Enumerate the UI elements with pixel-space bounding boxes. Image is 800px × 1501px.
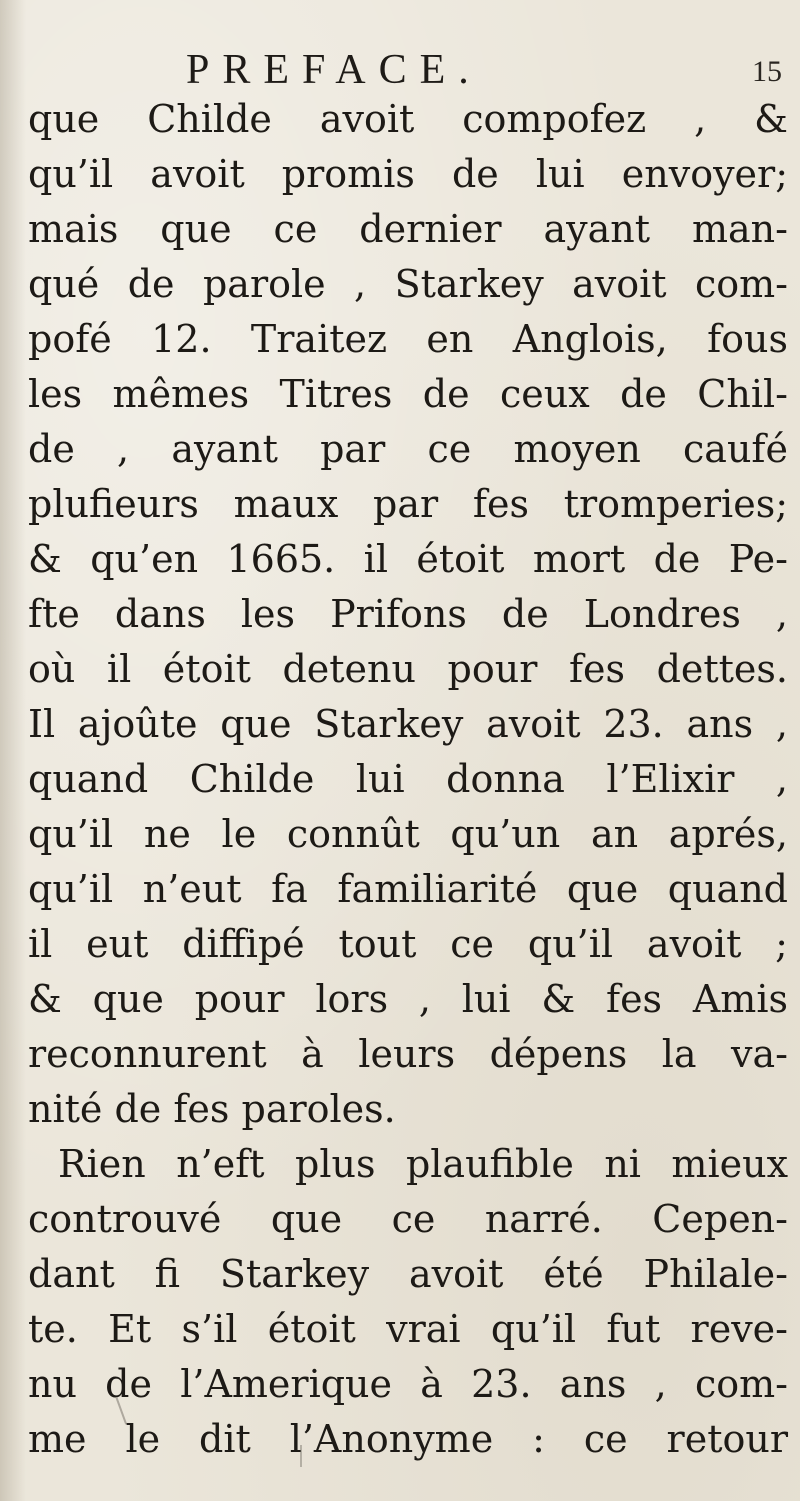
text-line-22: dant fi Starkey avoit été Philale- [28, 1252, 788, 1296]
text-line-2: qu’il avoit promis de lui envoyer; [28, 152, 788, 196]
ink-mark [300, 1445, 302, 1467]
text-line-10: fte dans les Prifons de Londres , [28, 592, 788, 636]
text-line-8: plufieurs maux par fes tromperies; [28, 482, 788, 526]
text-line-24: nu de l’Amerique à 23. ans , com- [28, 1362, 788, 1406]
text-line-20: Rien n’eft plus plaufible ni mieux [58, 1142, 788, 1186]
text-line-13: quand Childe lui donna l’Elixir , [28, 757, 788, 801]
text-line-4: qué de parole , Starkey avoit com- [28, 262, 788, 306]
text-line-12: Il ajoûte que Starkey avoit 23. ans , [28, 702, 788, 746]
body-text [28, 92, 788, 1467]
text-line-3: mais que ce dernier ayant man- [28, 207, 788, 251]
text-line-7: de , ayant par ce moyen caufé [28, 427, 788, 471]
text-line-9: & qu’en 1665. il étoit mort de Pe- [28, 537, 788, 581]
text-line-19: nité de fes paroles. [28, 1087, 396, 1131]
text-line-16: il eut diffipé tout ce qu’il avoit ; [28, 922, 788, 966]
running-head [0, 44, 800, 96]
text-line-14: qu’il ne le connût qu’un an aprés, [28, 812, 788, 856]
page-number: 15 [752, 55, 782, 88]
text-line-11: où il étoit detenu pour fes dettes. [28, 647, 788, 691]
page-gutter-shadow [0, 0, 26, 1501]
text-line-17: & que pour lors , lui & fes Amis [28, 977, 788, 1021]
running-head-title: PREFACE. [186, 47, 482, 93]
text-line-25: me le dit l’Anonyme : ce retour [28, 1417, 788, 1461]
text-line-5: pofé 12. Traitez en Anglois, fous [28, 317, 788, 361]
text-line-6: les mêmes Titres de ceux de Chil- [28, 372, 788, 416]
text-line-1: que Childe avoit compofez , & [28, 97, 788, 141]
text-line-23: te. Et s’il étoit vrai qu’il fut reve- [28, 1307, 788, 1351]
text-line-15: qu’il n’eut fa familiarité que quand [28, 867, 788, 911]
text-line-18: reconnurent à leurs dépens la va- [28, 1032, 788, 1076]
text-line-21: controuvé que ce narré. Cepen- [28, 1197, 788, 1241]
